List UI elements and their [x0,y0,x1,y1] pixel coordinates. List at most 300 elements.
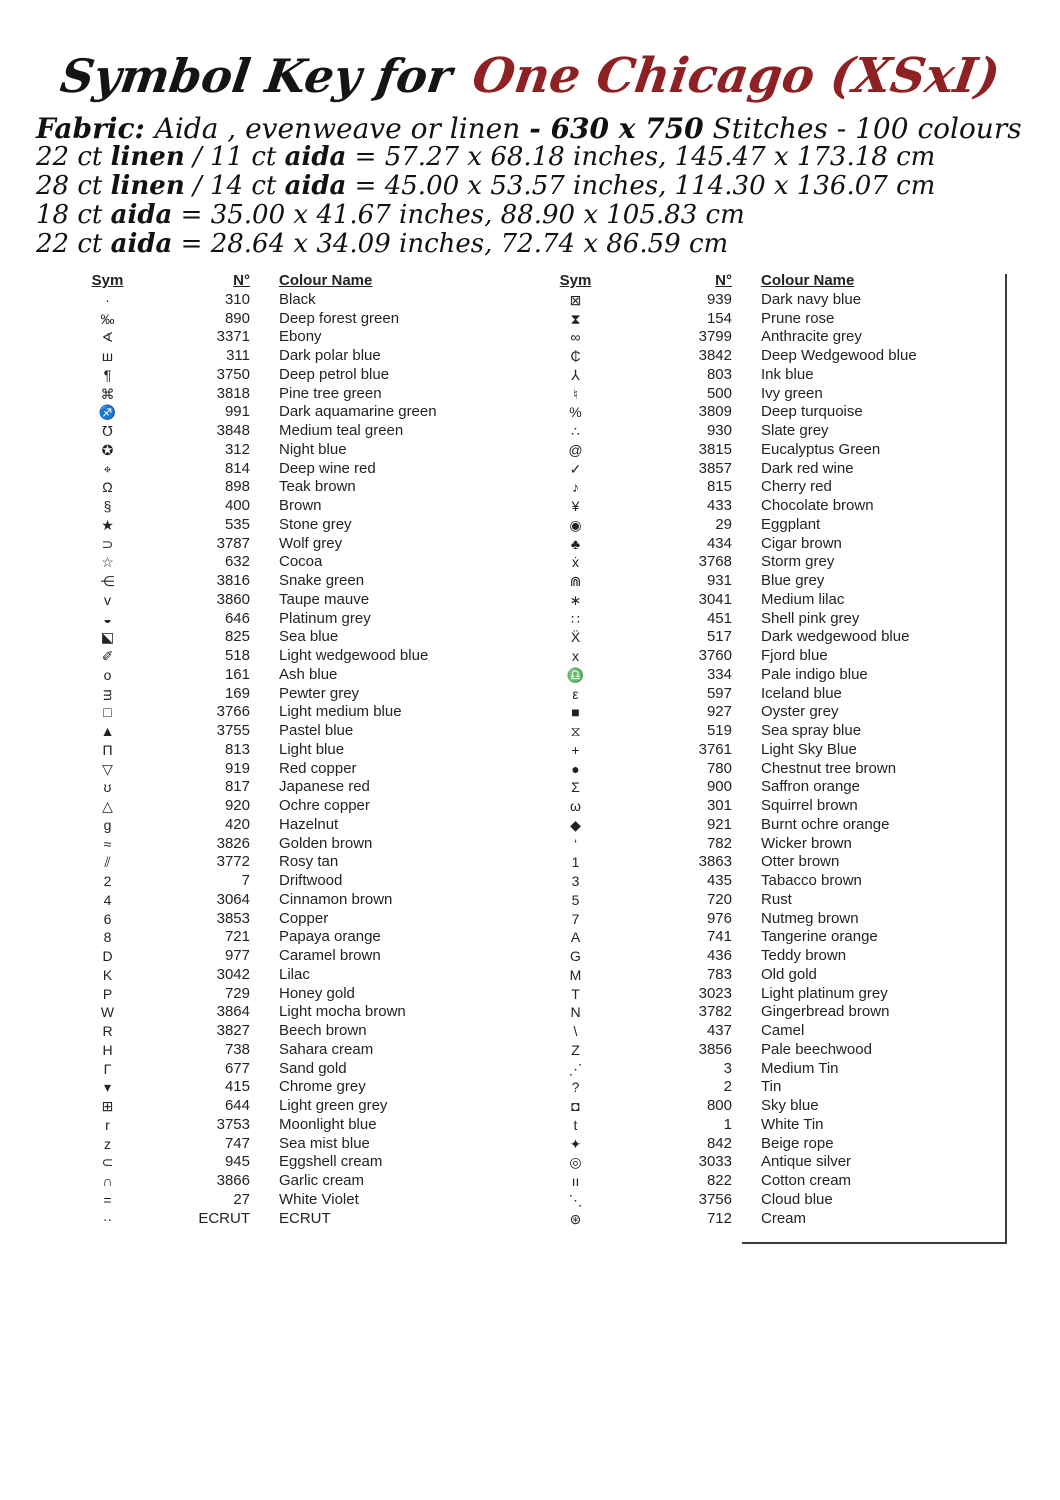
number-cell: 3 [723,1059,732,1077]
number-header: N° [233,272,250,289]
key-row [553,685,1005,704]
key-row [80,816,532,835]
key-row [553,422,1005,441]
key-row [80,666,532,685]
colour-name-cell: Medium teal green [279,422,404,439]
number-cell: 3755 [216,722,250,739]
number-cell: 976 [706,909,732,927]
symbol-cell: ε [572,685,579,702]
number-cell: 154 [706,309,732,327]
column-header-row [553,272,1005,291]
symbol-cell: x [572,648,579,664]
key-row [553,1003,1005,1022]
number-cell: 3856 [698,1040,732,1058]
key-row [553,1153,1005,1172]
number-cell: 433 [706,497,732,514]
symbol-cell: ⋱ [568,1191,583,1208]
symbol-cell: M [569,966,582,983]
number-cell: 3768 [698,553,732,571]
table-bottom-border [742,1242,1007,1244]
number-cell: 517 [706,628,732,646]
number-cell: 842 [706,1134,732,1152]
colour-name-cell: Ivy green [761,384,823,402]
fabric-line: Fabric: Aida , evenweave or linen - 630 x 750 Stitches - 100 colours [36,112,1022,145]
key-rows-right [553,291,1005,1229]
colour-name-cell: Teddy brown [761,947,847,964]
key-row [80,947,532,966]
symbol-cell: ⬕ [100,629,115,646]
colour-name-cell: Saffron orange [761,778,860,796]
key-row [80,328,532,347]
colour-name-cell: Iceland blue [761,684,842,702]
colour-name-cell: Ash blue [279,665,338,683]
colour-name-cell: Gingerbread brown [761,1003,890,1021]
symbol-cell: ω [570,798,581,814]
number-cell: 920 [224,797,250,814]
number-cell: 27 [233,1190,250,1208]
colour-name-cell: Fjord blue [761,647,828,664]
colour-name-cell: Black [279,290,316,308]
number-cell: 3787 [216,534,250,552]
symbol-cell: ∩ [102,1173,113,1189]
symbol-cell: ⋲ [100,573,115,589]
number-cell: 783 [706,965,732,983]
colour-name-cell: Cherry red [761,478,832,496]
colour-name-cell: Old gold [761,965,817,983]
symbol-cell: t [573,1116,578,1133]
number-cell: 738 [224,1040,250,1058]
number-cell: 931 [706,572,732,589]
symbol-cell: ♎ [566,666,585,683]
colour-name-cell: Prune rose [761,309,835,327]
symbol-cell: K [102,966,113,983]
key-row [80,497,532,516]
colour-name-cell: Tabacco brown [761,872,862,889]
key-row [553,928,1005,947]
colour-name-cell: Light mocha brown [279,1003,406,1021]
symbol-cell: ♮ [572,385,578,402]
fabric-line: 22 ct linen / 11 ct aida = 57.27 x 68.18 inches, 145.47 x 173.18 cm [36,142,936,172]
symbol-cell: ·· [102,1210,113,1227]
colour-name-cell: Cream [761,1209,807,1227]
number-cell: 312 [224,440,250,458]
key-row [80,422,532,441]
key-row [553,478,1005,497]
number-cell: 677 [224,1059,250,1077]
symbol-cell: ℧ [102,423,113,439]
number-cell: 597 [706,684,732,702]
number-header: N° [715,272,732,289]
colour-name-cell: Light platinum grey [761,984,888,1002]
symbol-cell: ∴ [571,423,580,439]
symbol-cell: ● [571,760,580,777]
colour-name-cell: Eucalyptus Green [761,440,881,458]
number-cell: 161 [224,665,250,683]
number-cell: 7 [241,872,250,889]
number-cell: 900 [706,778,732,796]
symbol-cell: ¥ [571,498,580,514]
number-cell: 822 [706,1172,732,1189]
fabric-line: 28 ct linen / 14 ct aida = 45.00 x 53.57 inches, 114.30 x 136.07 cm [36,171,936,201]
colour-name-cell: Pine tree green [279,384,382,402]
number-cell: 817 [224,778,250,796]
column-header-row [80,272,532,291]
symbol-cell: ∗ [569,591,582,608]
key-row [553,722,1005,741]
key-rows-left [80,291,532,1229]
key-row [553,328,1005,347]
symbol-cell: Ẍ [570,629,581,646]
symbol-cell: 1 [571,854,580,871]
number-cell: 930 [706,422,732,439]
number-cell: 3866 [216,1172,250,1189]
symbol-cell: ■ [571,704,580,721]
number-cell: 400 [224,497,250,514]
colour-name-cell: Pale indigo blue [761,665,868,683]
number-cell: 311 [226,347,250,364]
key-row [80,703,532,722]
number-cell: 632 [224,553,250,571]
symbol-cell: r [105,1116,110,1133]
symbol-cell: ☆ [101,554,114,571]
key-row [80,797,532,816]
key-row [553,666,1005,685]
number-cell: 803 [706,365,732,383]
key-row [553,947,1005,966]
symbol-cell: T [571,985,580,1002]
colour-name-cell: Driftwood [279,872,343,889]
key-row [553,985,1005,1004]
symbol-cell: ∷ [571,610,580,627]
key-row [80,1172,532,1191]
symbol-cell: 4 [103,891,112,908]
page-title-prefix: Symbol Key for [56,49,455,103]
key-row [553,610,1005,629]
number-cell: 3042 [216,965,250,983]
key-row [553,1172,1005,1191]
number-cell: 3853 [216,909,250,927]
key-row [553,1041,1005,1060]
colour-name-cell: Golden brown [279,834,373,852]
key-row [553,910,1005,929]
symbol-cell: ⅄ [571,366,580,383]
colour-name-cell: Chestnut tree brown [761,759,897,777]
number-cell: 3818 [216,384,250,402]
key-row [553,647,1005,666]
symbol-cell: 8 [103,929,112,946]
colour-name-cell: Eggplant [761,515,821,533]
symbol-cell: ▲ [100,723,115,739]
symbol-cell: Σ [571,779,580,796]
number-cell: 3809 [698,403,732,421]
number-cell: 3772 [216,853,250,871]
symbol-cell: ⊞ [101,1098,114,1114]
key-row [80,872,532,891]
key-row [553,516,1005,535]
colour-name-cell: Beech brown [279,1022,367,1039]
colour-name-cell: Medium Tin [761,1059,839,1077]
symbol-cell: ⋒ [569,573,582,589]
key-row [80,1041,532,1060]
key-row [80,835,532,854]
symbol-cell: @ [568,441,583,458]
colour-name-cell: Cloud blue [761,1190,833,1208]
colour-name-cell: Red copper [279,759,357,777]
number-cell: 945 [224,1153,250,1171]
key-row [553,553,1005,572]
key-row [80,610,532,629]
key-row [80,1153,532,1172]
number-cell: 434 [706,534,732,552]
symbol-cell: ⧖ [570,723,581,739]
key-row [553,460,1005,479]
colour-name-cell: Camel [761,1022,805,1039]
colour-name-cell: Lilac [279,965,310,983]
colour-name-cell: Dark wedgewood blue [761,628,910,646]
key-row [80,347,532,366]
number-cell: 991 [224,403,250,421]
number-cell: 415 [224,1078,250,1096]
number-cell: 825 [224,628,250,646]
symbol-cell: ¶ [103,366,112,383]
key-row [80,1003,532,1022]
symbol-cell: ∞ [570,329,581,346]
symbol-cell: ✓ [569,460,582,477]
number-cell: 780 [706,759,732,777]
symbol-cell: N [570,1004,581,1021]
symbol-cell: Γ [103,1060,112,1077]
symbol-cell: 6 [103,910,112,927]
key-row [553,835,1005,854]
number-cell: 814 [224,459,250,477]
colour-name-cell: Cocoa [279,553,323,571]
key-row [80,553,532,572]
key-row [553,1078,1005,1097]
symbol-cell: · [105,291,110,308]
key-row [553,366,1005,385]
colour-name-cell: Deep wine red [279,459,376,477]
key-row [553,891,1005,910]
number-cell: 3864 [216,1003,250,1021]
colour-name-cell: White Tin [761,1115,824,1133]
symbol-cell: G [570,948,581,964]
key-row [553,403,1005,422]
symbol-cell: D [102,948,113,964]
colour-name-cell: Brown [279,497,322,514]
number-cell: 3023 [698,984,732,1002]
key-row [80,291,532,310]
symbol-cell: 3 [571,873,580,889]
key-row [80,1022,532,1041]
symbol-cell: ⊛ [569,1210,582,1227]
number-cell: 2 [723,1078,732,1096]
number-cell: 3753 [216,1115,250,1133]
number-cell: 3826 [216,834,250,852]
number-cell: 3760 [698,647,732,664]
key-row [553,1191,1005,1210]
key-row [80,535,532,554]
key-row [80,685,532,704]
colour-name-cell: Shell pink grey [761,609,860,627]
number-cell: 729 [224,984,250,1002]
colour-name-cell: Papaya orange [279,928,381,946]
page-title-pattern-name: One Chicago (XSxI) [469,48,1004,104]
symbol-cell: ✦ [569,1135,582,1152]
key-row [80,778,532,797]
symbol-cell: ◘ [571,1098,580,1114]
colour-name-header: Colour Name [761,272,855,289]
key-row [80,891,532,910]
colour-name-cell: Burnt ochre orange [761,815,890,833]
key-row [553,703,1005,722]
colour-name-cell: Sea mist blue [279,1134,370,1152]
number-cell: 644 [224,1097,250,1114]
key-row [553,853,1005,872]
number-cell: 3041 [698,590,732,608]
key-row [80,760,532,779]
number-cell: 3842 [698,347,732,364]
table-right-border [1005,274,1007,1244]
number-cell: 435 [706,872,732,889]
colour-name-cell: Beige rope [761,1134,834,1152]
colour-name-cell: Light medium blue [279,703,402,721]
key-row [80,478,532,497]
key-row [553,497,1005,516]
number-cell: 519 [706,722,732,739]
sym-header: Sym [91,272,124,289]
colour-name-cell: Wolf grey [279,534,343,552]
colour-name-cell: Wicker brown [761,834,852,852]
key-row [80,516,532,535]
colour-name-cell: Cigar brown [761,534,842,552]
symbol-cell: + [571,741,580,758]
colour-name-cell: Squirrel brown [761,797,858,814]
colour-name-cell: Rosy tan [279,853,339,871]
key-row [80,1078,532,1097]
symbol-cell: = [103,1191,112,1208]
number-cell: 720 [706,890,732,908]
colour-name-cell: Hazelnut [279,815,339,833]
key-row [80,1097,532,1116]
key-row [553,966,1005,985]
symbol-cell: 5 [571,891,580,908]
key-row [80,910,532,929]
key-row [553,628,1005,647]
colour-name-cell: Ochre copper [279,797,370,814]
colour-name-cell: Nutmeg brown [761,909,859,927]
symbol-cell: ıı [571,1173,580,1189]
colour-name-cell: Sahara cream [279,1040,374,1058]
symbol-cell: ♐ [98,404,117,421]
colour-name-cell: Ebony [279,328,322,346]
number-cell: 815 [706,478,732,496]
key-row [80,966,532,985]
number-cell: 919 [224,759,250,777]
symbol-cell: ⊃ [101,535,114,552]
colour-name-cell: Deep turquoise [761,403,863,421]
symbol-cell: P [102,985,113,1002]
key-row [80,310,532,329]
number-cell: 3756 [698,1190,732,1208]
symbol-cell: 7 [571,910,580,927]
key-row [553,1060,1005,1079]
symbol-cell: ★ [101,516,114,533]
colour-name-cell: Anthracite grey [761,328,862,346]
colour-name-cell: Rust [761,890,792,908]
key-row [80,1060,532,1079]
page-title [0,48,1060,104]
key-row [80,1116,532,1135]
number-cell: 646 [224,609,250,627]
symbol-cell: ⌖ [103,460,112,477]
symbol-cell: ш [101,348,114,364]
symbol-cell: H [102,1041,113,1058]
colour-name-cell: Sea blue [279,628,339,646]
number-cell: 782 [706,834,732,852]
symbol-cell: ⧗ [570,310,581,327]
number-cell: 3815 [698,440,732,458]
colour-name-cell: Teak brown [279,478,356,496]
symbol-cell: ◉ [569,516,582,533]
colour-name-cell: Medium lilac [761,590,845,608]
colour-name-cell: Cotton cream [761,1172,852,1189]
symbol-cell: ≈ [103,835,112,852]
symbol-cell: ◆ [570,816,581,833]
symbol-cell: ‘ [573,835,578,852]
number-cell: 500 [706,384,732,402]
fabric-info [36,114,1026,259]
colour-name-cell: Stone grey [279,515,352,533]
key-row [80,928,532,947]
key-row [80,441,532,460]
number-cell: 3064 [216,890,250,908]
symbol-cell: ✐ [101,648,114,664]
number-cell: 741 [706,928,732,946]
colour-name-cell: Pewter grey [279,684,360,702]
symbol-cell: 2 [103,873,112,889]
number-cell: 712 [706,1209,732,1227]
key-row [80,385,532,404]
key-row [553,291,1005,310]
colour-name-cell: Light green grey [279,1097,388,1114]
number-cell: 3750 [216,365,250,383]
colour-name-cell: Garlic cream [279,1172,365,1189]
symbol-cell: \ [573,1023,578,1039]
number-cell: 3863 [698,853,732,871]
colour-name-cell: Ink blue [761,365,814,383]
symbol-cell: ⫽ [104,854,111,871]
key-row [553,1210,1005,1229]
number-cell: 3766 [216,703,250,721]
colour-name-cell: Deep Wedgewood blue [761,347,917,364]
colour-name-cell: Dark polar blue [279,347,381,364]
sym-header: Sym [559,272,592,289]
colour-name-cell: Tin [761,1078,782,1096]
number-cell: 3827 [216,1022,250,1039]
colour-name-cell: Dark navy blue [761,290,862,308]
colour-name-cell: Light blue [279,740,345,758]
key-row [553,741,1005,760]
number-cell: 813 [224,740,250,758]
symbol-cell: ⊂ [101,1154,114,1171]
key-row [553,816,1005,835]
colour-name-cell: Sand gold [279,1059,347,1077]
number-cell: 3857 [698,459,732,477]
colour-name-cell: Blue grey [761,572,825,589]
symbol-cell: △ [102,798,113,814]
number-cell: 3033 [698,1153,732,1171]
key-row [553,347,1005,366]
